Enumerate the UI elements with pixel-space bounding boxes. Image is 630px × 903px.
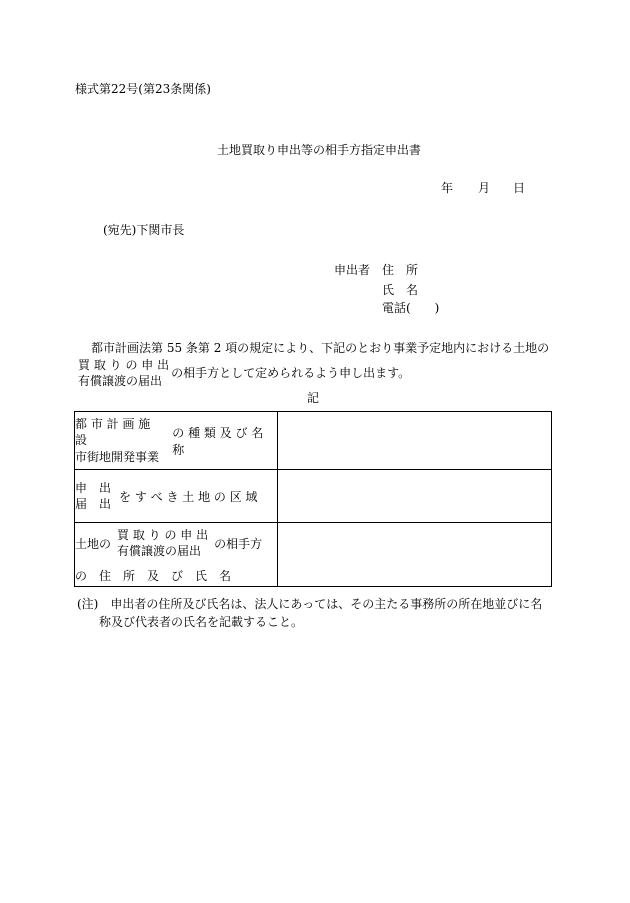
applicant-name-label: 氏 名 [382, 283, 419, 297]
row1-options [75, 416, 164, 465]
application-table [74, 411, 552, 587]
row2-label-cell [75, 470, 278, 523]
body-options [78, 357, 169, 389]
row3-options [117, 527, 208, 559]
applicant-phone-label: 電話( ) [382, 301, 440, 315]
applicant-address-label: 住 所 [382, 263, 419, 277]
row3-line2: の 住 所 及 び 氏 名 [75, 569, 232, 584]
applicant-label: 申出者 [334, 263, 371, 277]
date-year-label: 年 [441, 181, 454, 195]
date-month-label: 月 [478, 181, 491, 195]
body-line2 [78, 357, 410, 389]
table-row-counterparty [75, 523, 552, 587]
row1-value-cell[interactable] [278, 412, 552, 470]
form-number: 様式第22号(第23条関係) [75, 82, 211, 96]
row1-tail: の 種 類 及 び 名 称 [172, 425, 264, 457]
row3-option-purchase: 買 取 り の 申 出 [117, 528, 209, 542]
table-row-area [75, 470, 552, 523]
row1-option-project: 市街地開発事業 [75, 449, 160, 464]
note-line2: 称及び代表者の氏名を記載すること。 [99, 615, 304, 629]
document-title: 土地買取り申出等の相手方指定申出書 [216, 143, 421, 157]
ki-label: 記 [307, 391, 320, 405]
row2-option-apply: 申 出 [75, 480, 112, 495]
row3-value-cell[interactable] [278, 523, 552, 587]
row2-value-cell[interactable] [278, 470, 552, 523]
row1-option-facility: 都 市 計 画 施 設 [75, 417, 151, 448]
row3-option-transfer: 有償譲渡の届出 [117, 544, 202, 559]
addressee: (宛先)下関市長 [103, 223, 185, 237]
date-day-label: 日 [513, 181, 526, 195]
row2-tail: を す べ き 土 地 の 区 域 [119, 489, 258, 504]
body-option-purchase: 買 取 り の 申 出 [78, 358, 170, 372]
note-line1: (注) 申出者の住所及び氏名は、法人にあっては、その主たる事務所の所在地並びに名 [77, 597, 543, 611]
table-row-facility [75, 412, 552, 470]
body-line2-tail: の相手方として定められるよう申し出ます。 [171, 366, 411, 381]
row3-tail: の相手方 [214, 536, 263, 551]
row3-head: 土地の [75, 536, 112, 551]
row2-option-notify: 届 出 [75, 497, 112, 511]
body-line1: 都市計画法第 55 条第 2 項の規定により、下記のとおり事業予定地内における土地の [91, 341, 550, 355]
row1-label-cell [75, 412, 278, 470]
row2-options [75, 480, 111, 512]
row3-label-cell [75, 523, 278, 587]
body-option-transfer: 有償譲渡の届出 [78, 374, 163, 389]
